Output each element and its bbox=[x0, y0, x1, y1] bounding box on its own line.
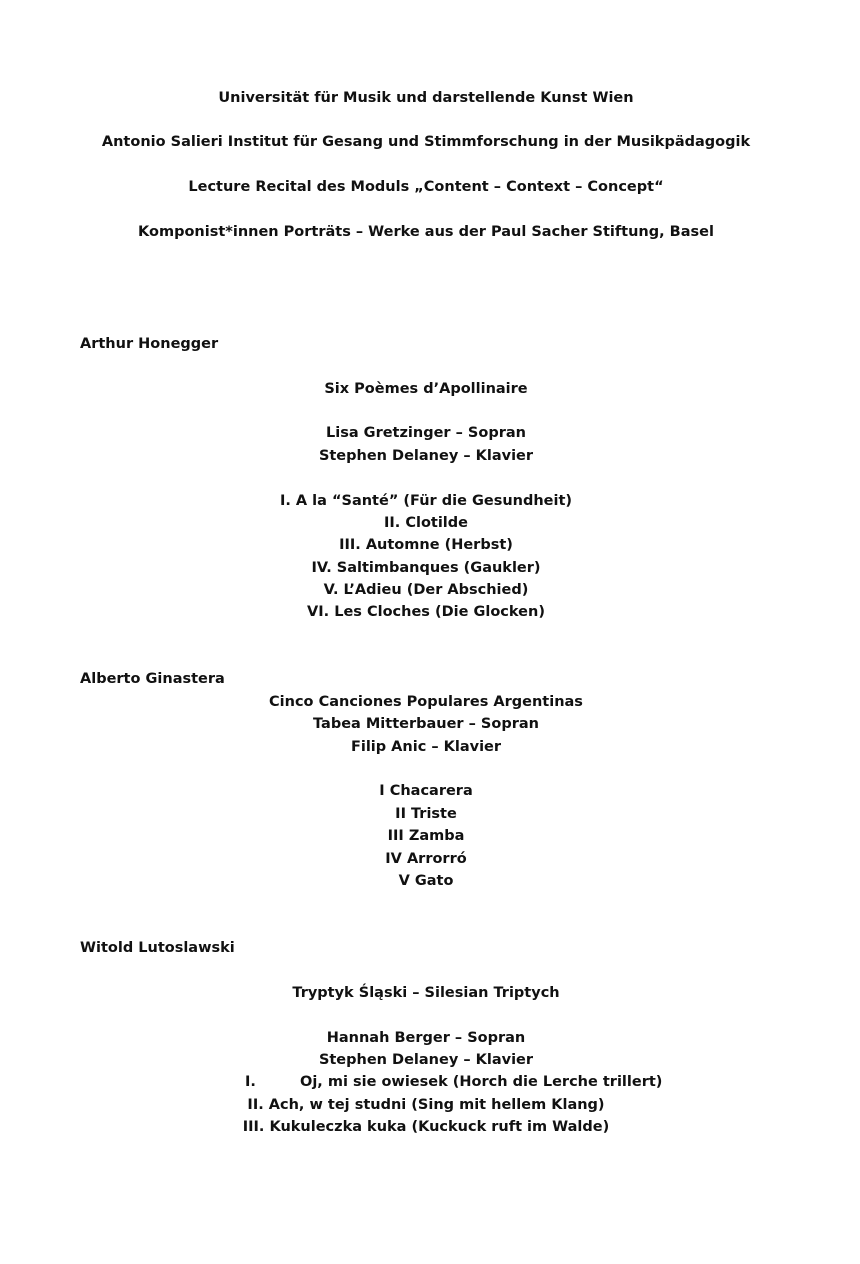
performer-line: Tabea Mitterbauer – Sopran bbox=[313, 716, 539, 732]
university-title: Universität für Musik und darstellende Kunst Wien bbox=[218, 90, 634, 106]
movement-item: IV Arrorró bbox=[385, 851, 467, 867]
institute-title: Antonio Salieri Institut für Gesang und Stimmforschung in der Musikpädagogik bbox=[101, 134, 751, 150]
composer-name: Witold Lutoslawski bbox=[80, 940, 235, 956]
movement-item: II. Clotilde bbox=[383, 515, 468, 531]
performer-line: Stephen Delaney – Klavier bbox=[318, 448, 534, 464]
movement-item: V. L’Adieu (Der Abschied) bbox=[323, 582, 529, 598]
movement-number: I. bbox=[245, 1074, 256, 1090]
movement-item: II. Ach, w tej studni (Sing mit hellem Klang) bbox=[247, 1097, 605, 1113]
movement-item: II Triste bbox=[395, 806, 457, 822]
movement-item: I Chacarera bbox=[379, 783, 473, 799]
lecture-title: Lecture Recital des Moduls „Content – Context – Concept“ bbox=[188, 179, 664, 195]
movement-item: III. Automne (Herbst) bbox=[339, 537, 513, 553]
movement-item: I. A la “Santé” (Für die Gesundheit) bbox=[279, 493, 573, 509]
composer-name: Alberto Ginastera bbox=[80, 671, 225, 687]
movement-item: V Gato bbox=[398, 873, 454, 889]
work-title: Cinco Canciones Populares Argentinas bbox=[269, 694, 583, 710]
movement-item: IV. Saltimbanques (Gaukler) bbox=[311, 560, 541, 576]
performer-line: Stephen Delaney – Klavier bbox=[318, 1052, 534, 1068]
performer-line: Lisa Gretzinger – Sopran bbox=[326, 425, 526, 441]
performer-line: Filip Anic – Klavier bbox=[350, 739, 502, 755]
movement-item: III. Kukuleczka kuka (Kuckuck ruft im Walde) bbox=[242, 1119, 610, 1135]
work-title: Six Poèmes d’Apollinaire bbox=[324, 381, 528, 397]
program-theme: Komponist*innen Porträts – Werke aus der Paul Sacher Stiftung, Basel bbox=[138, 224, 714, 240]
movement-item: III Zamba bbox=[387, 828, 465, 844]
movement-item: Oj, mi sie owiesek (Horch die Lerche trillert) bbox=[300, 1074, 663, 1090]
performer-line: Hannah Berger – Sopran bbox=[326, 1030, 526, 1046]
composer-name: Arthur Honegger bbox=[80, 336, 219, 352]
work-title: Tryptyk Śląski – Silesian Triptych bbox=[292, 985, 560, 1001]
movement-item: VI. Les Cloches (Die Glocken) bbox=[307, 604, 545, 620]
